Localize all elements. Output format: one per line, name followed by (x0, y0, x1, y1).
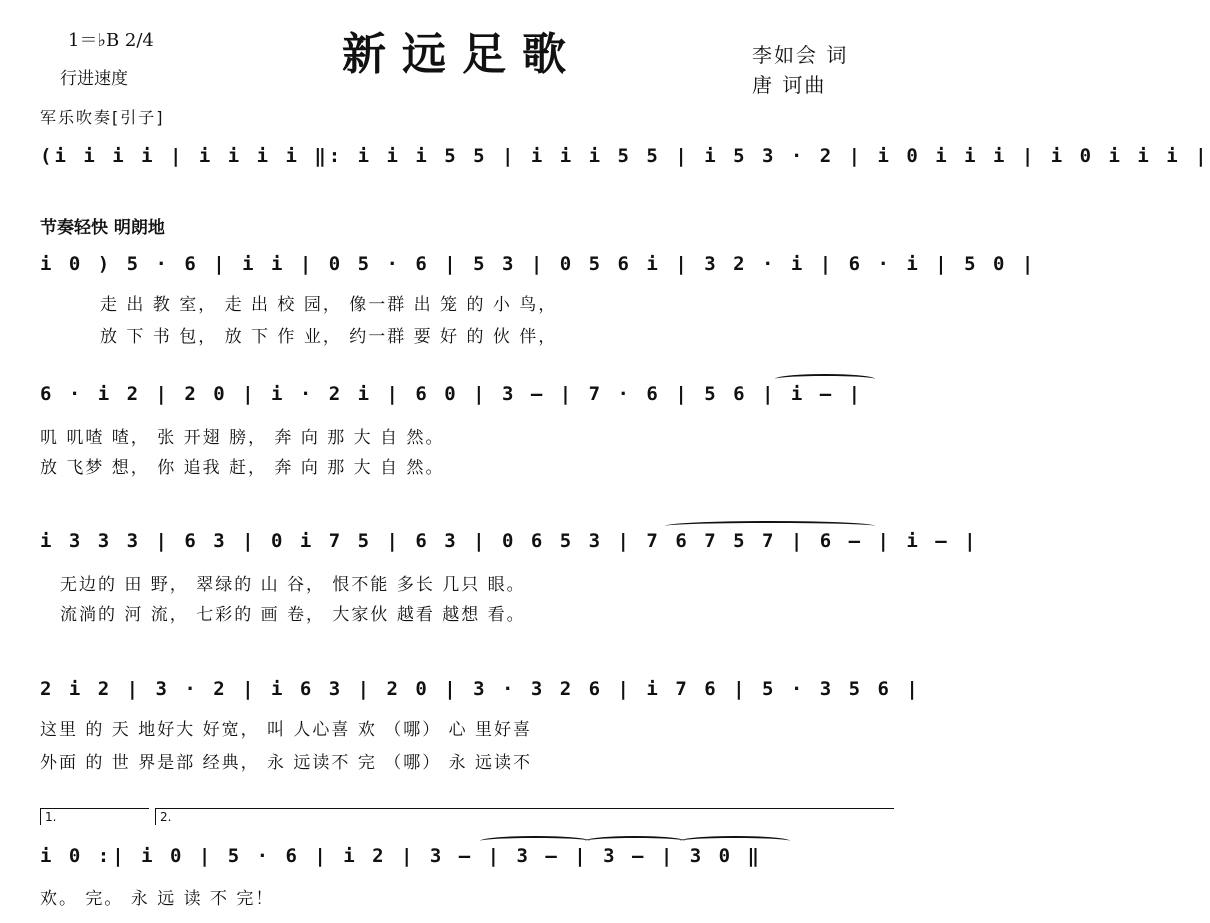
section-label: 节奏轻快 明朗地 (40, 218, 165, 238)
credits (752, 40, 848, 100)
notes-line-3: i 3 3 3 | 6 3 | 0 i 7 5 | 6 3 | 0 6 5 3 | 7 6 7 5 7 | 6 — | i — | (40, 530, 979, 552)
tie-mark (665, 521, 875, 531)
lyrics-line-4-verse-2: 外面 的 世 界是部 经典， 永 远读不 完 （哪） 永 远读不 (40, 753, 533, 773)
lyrics-line-3-verse-1: 无边的 田 野， 翠绿的 山 谷， 恨不能 多长 几只 眼。 (60, 575, 526, 595)
intro-label: 军乐吹奏[引子] (40, 108, 165, 127)
lyricist: 李如会 词 (752, 43, 849, 67)
lyrics-line-3-verse-2: 流淌的 河 流， 七彩的 画 卷， 大家伙 越看 越想 看。 (60, 605, 526, 625)
notes-line-4: 2 i 2 | 3 · 2 | i 6 3 | 2 0 | 3 · 3 2 6 | i 7 6 | 5 · 3 5 6 | (40, 678, 921, 700)
lyrics-line-2-verse-1: 叽 叽喳 喳， 张 开翅 膀， 奔 向 那 大 自 然。 (40, 428, 445, 448)
tie-mark (775, 374, 875, 384)
song-title: 新远足歌 (342, 29, 582, 80)
notes-line-2: 6 · i 2 | 2 0 | i · 2 i | 6 0 | 3 — | 7 · 6 | 5 6 | i — | (40, 383, 864, 405)
second-ending-bracket: 2. (155, 808, 894, 825)
lyrics-line-1-verse-1: 走 出 教 室， 走 出 校 园， 像一群 出 笼 的 小 鸟， (100, 295, 558, 315)
intro-notes: (i i i i | i i i i ‖: i i i 5 5 | i i i 5 5 | i 5 3 · 2 | i 0 i i i | i 0 i i i | (40, 145, 1210, 167)
notes-line-5: i 0 :| i 0 | 5 · 6 | i 2 | 3 — | 3 — | 3 — | 3 0 ‖ (40, 845, 762, 867)
tempo-marking: 行进速度 (60, 69, 128, 89)
notes-line-1: i 0 ) 5 · 6 | i i | 0 5 · 6 | 5 3 | 0 5 6 i | 3 2 · i | 6 · i | 5 0 | (40, 253, 1037, 275)
lyrics-line-1-verse-2: 放 下 书 包， 放 下 作 业， 约一群 要 好 的 伙 伴， (100, 327, 558, 347)
key-signature: 1＝♭B 2/4 (68, 30, 154, 51)
lyrics-line-5: 欢。 完。 永 远 读 不 完！ (40, 889, 275, 909)
first-ending-bracket: 1. (40, 808, 149, 825)
lyrics-line-2-verse-2: 放 飞梦 想， 你 追我 赶， 奔 向 那 大 自 然。 (40, 458, 445, 478)
lyrics-line-4-verse-1: 这里 的 天 地好大 好宽， 叫 人心喜 欢 （哪） 心 里好喜 (40, 720, 533, 740)
composer: 唐 诃曲 (752, 73, 827, 97)
